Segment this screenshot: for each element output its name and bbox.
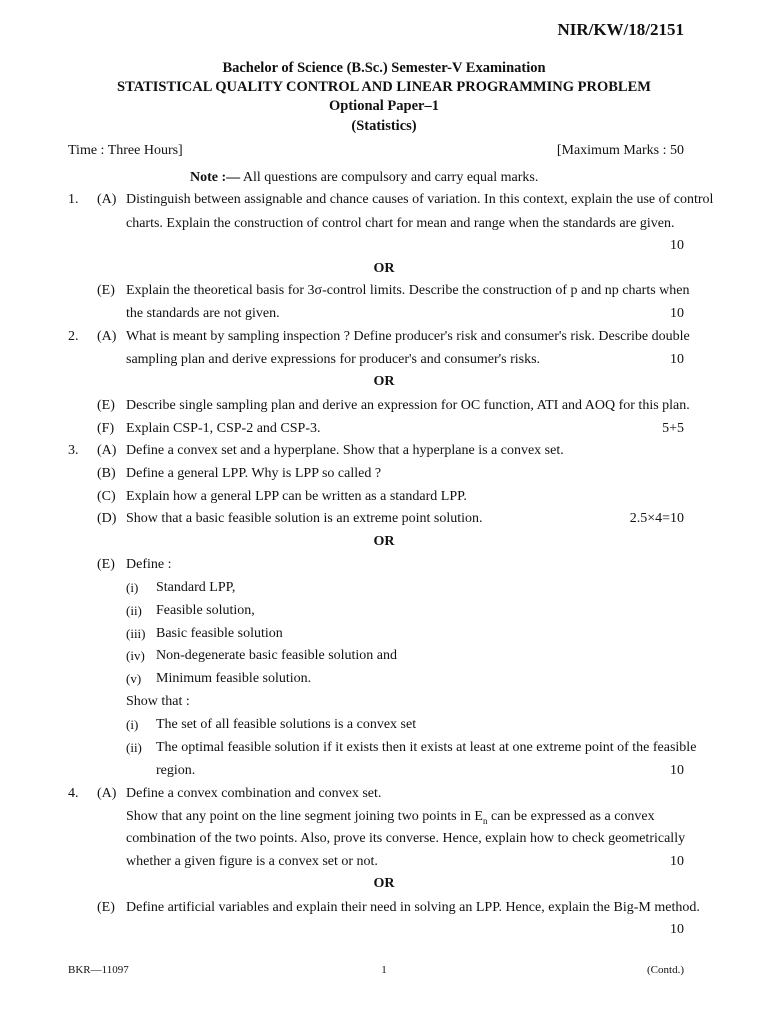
q4-a-line4 bbox=[0, 851, 768, 873]
q2-e-label: (E) bbox=[97, 398, 115, 413]
q1-a-text-2: charts. Explain the construction of control chart for mean and range when the standards are given. bbox=[126, 216, 675, 231]
q2-a-text-2: sampling plan and derive expressions for producer's and consumer's risks. bbox=[126, 352, 541, 367]
q3-d-marks: 2.5×4=10 bbox=[629, 511, 684, 526]
max-marks-label: [Maximum Marks : 50 bbox=[556, 143, 684, 158]
q3-e-text: Define : bbox=[126, 557, 172, 572]
q3-b-text: Define a general LPP. Why is LPP so called ? bbox=[126, 466, 382, 481]
q1-a-marks-row bbox=[0, 235, 768, 257]
q2-e-text: Describe single sampling plan and derive an expression for OC function, ATI and AOQ for this plan. bbox=[126, 398, 690, 413]
show-number: (i) bbox=[126, 717, 139, 732]
q2-f-line bbox=[0, 418, 768, 440]
def-number: (v) bbox=[126, 671, 142, 686]
q1-number: 1. bbox=[68, 192, 79, 207]
q2-e-line bbox=[0, 395, 768, 417]
q4-a-text: Define a convex combination and convex set. bbox=[126, 786, 382, 801]
q2-f-text: Explain CSP-1, CSP-2 and CSP-3. bbox=[126, 421, 321, 436]
q3-e-line bbox=[0, 554, 768, 576]
q1-a-line2 bbox=[0, 213, 768, 235]
or-separator: OR bbox=[373, 534, 395, 549]
q3-c-label: (C) bbox=[97, 489, 116, 504]
time-marks-row bbox=[0, 140, 768, 162]
q1-e-marks: 10 bbox=[670, 306, 684, 321]
q4-a-marks: 10 bbox=[670, 854, 684, 869]
subject-title: STATISTICAL QUALITY CONTROL AND LINEAR PROGRAMMING PROBLEM bbox=[117, 79, 651, 95]
region-text: region. bbox=[156, 763, 196, 778]
q2-a-line1 bbox=[0, 326, 768, 348]
q2-f-label: (F) bbox=[97, 421, 115, 436]
q3-region-line bbox=[0, 760, 768, 782]
note-label: Note :— bbox=[190, 170, 241, 185]
def-text: Standard LPP, bbox=[156, 580, 236, 595]
exam-title: Bachelor of Science (B.Sc.) Semester-V Examination bbox=[222, 60, 546, 76]
q1-a-line1 bbox=[0, 189, 768, 211]
q1-a-text: Distinguish between assignable and chance causes of variation. In this context, explain the use of control bbox=[126, 192, 714, 207]
q2-a-marks: 10 bbox=[670, 352, 684, 367]
paper-code: NIR/KW/18/2151 bbox=[557, 20, 684, 39]
page-number: 1 bbox=[381, 964, 387, 976]
q3-def-item bbox=[0, 577, 768, 599]
q3-c-text: Explain how a general LPP can be written as a standard LPP. bbox=[126, 489, 467, 504]
q3-def-item bbox=[0, 668, 768, 690]
or-separator: OR bbox=[373, 876, 395, 891]
q3-number: 3. bbox=[68, 443, 79, 458]
note-row bbox=[0, 167, 768, 189]
q4-e-marks: 10 bbox=[670, 922, 684, 937]
q1-e-line2 bbox=[0, 303, 768, 325]
q3-a-line bbox=[0, 440, 768, 462]
q4-a-line3 bbox=[0, 828, 768, 850]
q1-e-text-2: the standards are not given. bbox=[126, 306, 280, 321]
show-text: The optimal feasible solution if it exists then it exists at least at one extreme point of the feasible bbox=[156, 740, 697, 755]
q4-e-label: (E) bbox=[97, 900, 115, 915]
q4-a-label: (A) bbox=[97, 786, 117, 801]
q4-a-line2 bbox=[0, 806, 768, 828]
q2-number: 2. bbox=[68, 329, 79, 344]
q3-b-label: (B) bbox=[97, 466, 116, 481]
def-text: Basic feasible solution bbox=[156, 626, 283, 641]
def-text: Non-degenerate basic feasible solution and bbox=[156, 648, 398, 663]
q1-a-marks: 10 bbox=[670, 238, 684, 253]
def-text: Minimum feasible solution. bbox=[156, 671, 312, 686]
q3-a-text: Define a convex set and a hyperplane. Show that a hyperplane is a convex set. bbox=[126, 443, 564, 458]
def-number: (iv) bbox=[126, 648, 145, 663]
q4-a-text-2-sub: n bbox=[482, 815, 488, 826]
q3-def-item bbox=[0, 623, 768, 645]
show-number: (ii) bbox=[126, 740, 142, 755]
q3-show-that bbox=[0, 691, 768, 713]
continued-label: (Contd.) bbox=[647, 964, 684, 976]
q4-a-text-2-pre: Show that any point on the line segment joining two points in E bbox=[126, 809, 483, 824]
q4-e-marks-row bbox=[0, 919, 768, 941]
def-number: (i) bbox=[126, 580, 139, 595]
q3-a-label: (A) bbox=[97, 443, 117, 458]
time-label: Time : Three Hours] bbox=[68, 143, 183, 158]
def-number: (ii) bbox=[126, 603, 142, 618]
q4-a-line1 bbox=[0, 783, 768, 805]
q3-d-label: (D) bbox=[97, 511, 117, 526]
q1-e-line1 bbox=[0, 280, 768, 302]
q3-show-item bbox=[0, 714, 768, 736]
def-number: (iii) bbox=[126, 626, 146, 641]
q3-b-line bbox=[0, 463, 768, 485]
q4-e-line bbox=[0, 897, 768, 919]
note-line bbox=[190, 167, 538, 189]
q4-e-text: Define artificial variables and explain their need in solving an LPP. Hence, explain the Big-M method. bbox=[126, 900, 700, 915]
def-text: Feasible solution, bbox=[156, 603, 255, 618]
q4-a-text-2-post: can be expressed as a convex bbox=[487, 809, 655, 824]
subject-subtitle: (Statistics) bbox=[351, 118, 417, 134]
q4-a-text-4: whether a given figure is a convex set or not. bbox=[126, 854, 378, 869]
or-separator: OR bbox=[373, 261, 395, 276]
paper-title: Optional Paper–1 bbox=[329, 98, 439, 114]
q1-a-label: (A) bbox=[97, 192, 117, 207]
or-separator: OR bbox=[373, 374, 395, 389]
q1-e-text: Explain the theoretical basis for 3σ-control limits. Describe the construction of p and np charts when bbox=[126, 283, 690, 298]
q2-a-label: (A) bbox=[97, 329, 117, 344]
q4-number: 4. bbox=[68, 786, 79, 801]
note-text: All questions are compulsory and carry equal marks. bbox=[242, 170, 539, 185]
q2-f-marks: 5+5 bbox=[662, 421, 684, 436]
footer-code: BKR—11097 bbox=[68, 964, 129, 976]
q3-show-item bbox=[0, 737, 768, 759]
show-that-label: Show that : bbox=[126, 694, 190, 709]
q3-c-line bbox=[0, 486, 768, 508]
q3-def-item bbox=[0, 600, 768, 622]
q4-a-text-3: combination of the two points. Also, prove its converse. Hence, explain how to check geometrically bbox=[126, 831, 686, 846]
q2-a-text: What is meant by sampling inspection ? Define producer's risk and consumer's risk. Describe double bbox=[126, 329, 690, 344]
q3-d-text: Show that a basic feasible solution is an extreme point solution. bbox=[126, 511, 483, 526]
q3-d-line bbox=[0, 508, 768, 530]
q3-e-label: (E) bbox=[97, 557, 115, 572]
show-text: The set of all feasible solutions is a convex set bbox=[156, 717, 417, 732]
q3-e-marks: 10 bbox=[670, 763, 684, 778]
q1-e-label: (E) bbox=[97, 283, 115, 298]
q2-a-line2 bbox=[0, 349, 768, 371]
q3-def-item bbox=[0, 645, 768, 667]
